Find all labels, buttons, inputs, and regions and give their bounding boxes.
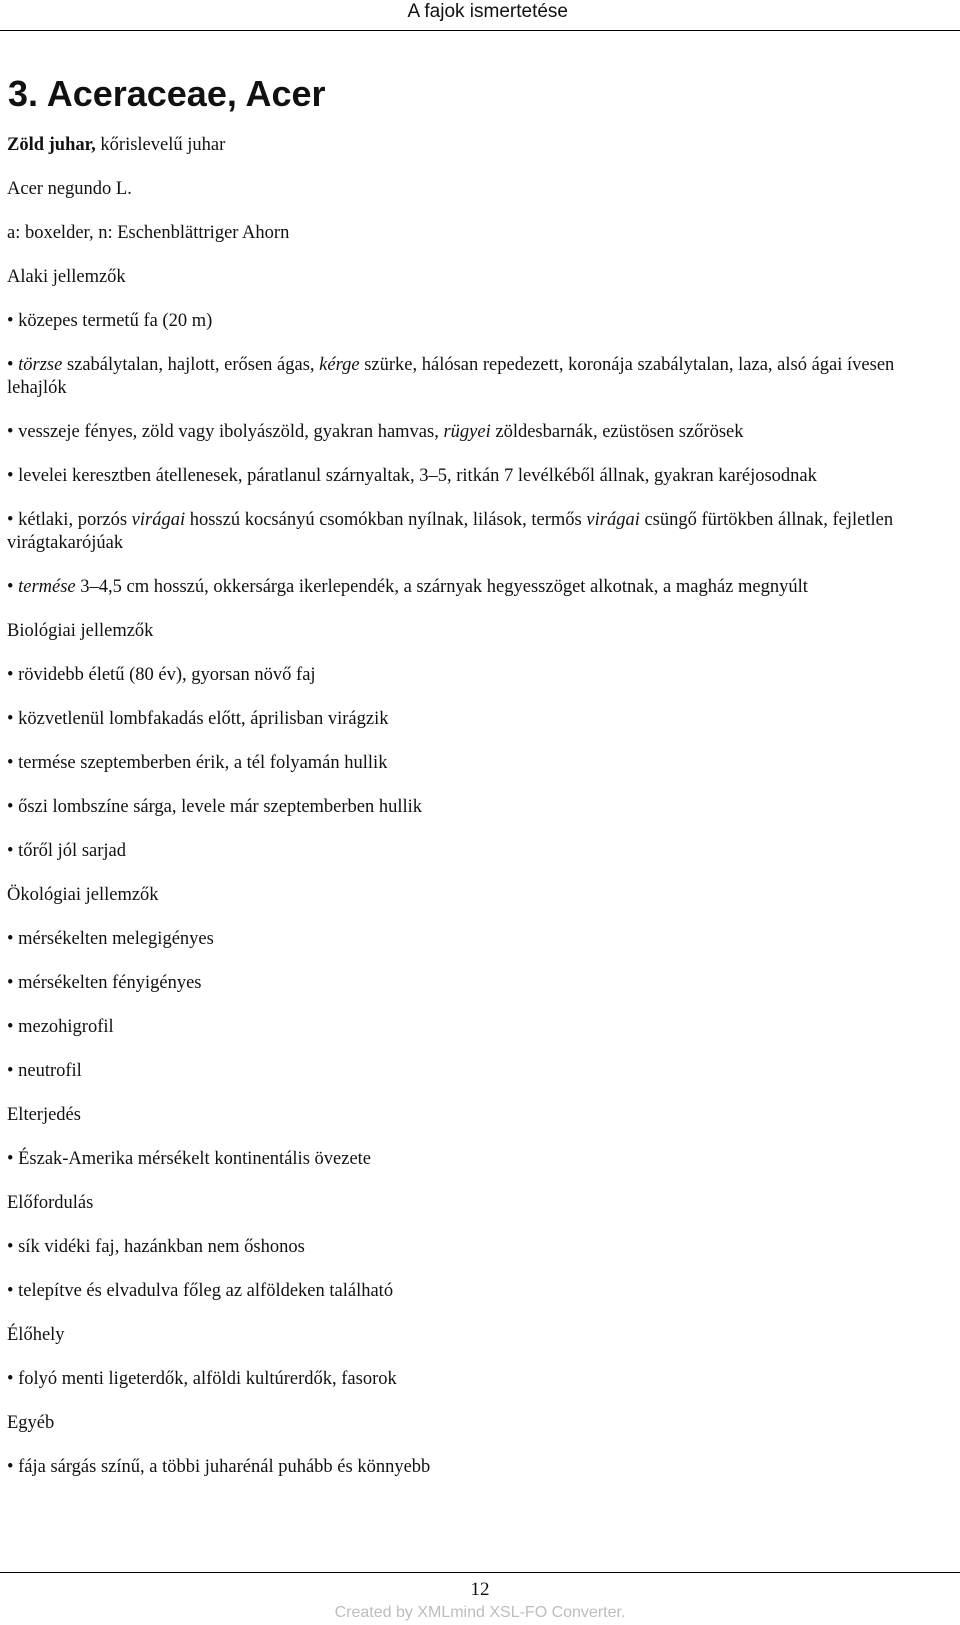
bullet-prefix: • — [7, 355, 19, 375]
list-item — [7, 509, 953, 555]
text-run: hosszú kocsányú csomókban nyílnak, lilások, termős — [185, 510, 587, 530]
section-title-alaki: Alaki jellemzők — [7, 267, 126, 287]
list-item — [7, 576, 953, 599]
page-header — [0, 0, 960, 31]
text-run: szürke, hálósan repedezett, koronája szabálytalan, laza, alsó ágai ívesen lehajlók — [7, 355, 895, 398]
species-latin-name: Acer negundo L. — [7, 179, 132, 199]
list-item: • mezohigrofil — [7, 1017, 114, 1037]
bullet-prefix: • — [7, 577, 19, 597]
list-item: • közepes termetű fa (20 m) — [7, 311, 213, 331]
list-item: • közvetlenül lombfakadás előtt, áprilisban virágzik — [7, 709, 389, 729]
list-item: • levelei keresztben átellenesek, páratlanul szárnyaltak, 3–5, ritkán 7 levélkéből állnak, gyakran karéjosodnak — [7, 466, 817, 486]
text-run: zöldesbarnák, ezüstösen szőrösek — [490, 422, 744, 442]
section-title-elterjedes: Elterjedés — [7, 1105, 81, 1125]
list-item: • mérsékelten fényigényes — [7, 973, 202, 993]
section-title-elofordulas: Előfordulás — [7, 1193, 94, 1213]
species-foreign-names: a: boxelder, n: Eschenblättriger Ahorn — [7, 223, 290, 243]
text-run: csüngő fürtökben állnak, fejletlen virágtakarójúak — [7, 510, 894, 553]
section-title-biologiai: Biológiai jellemzők — [7, 621, 154, 641]
list-item: • őszi lombszíne sárga, levele már szeptemberben hullik — [7, 797, 423, 817]
footer-divider — [0, 1572, 960, 1573]
list-item: • sík vidéki faj, hazánkban nem őshonos — [7, 1237, 305, 1257]
italic-term: rügyei — [443, 422, 491, 442]
italic-term: törzse — [18, 355, 63, 375]
list-item: • rövidebb életű (80 év), gyorsan növő faj — [7, 665, 316, 685]
text-run: 3–4,5 cm hosszú, okkersárga ikerlependék, a szárnyak hegyesszöget alkotnak, a magház megnyúlt — [75, 577, 808, 597]
italic-term: kérge — [319, 355, 360, 375]
page-number: 12 — [470, 1579, 490, 1600]
text-run: • vesszeje fényes, zöld vagy ibolyászöld, gyakran hamvas, — [7, 422, 444, 442]
list-item: • tőről jól sarjad — [7, 841, 126, 861]
header-title: A fajok ismertetése — [407, 1, 568, 22]
list-item — [7, 354, 953, 400]
italic-term: virágai — [131, 510, 186, 530]
list-item: • neutrofil — [7, 1061, 82, 1081]
section-heading: 3. Aceraceae, Acer — [8, 73, 326, 114]
list-item: • Észak-Amerika mérsékelt kontinentális övezete — [7, 1149, 372, 1169]
text-run: • kétlaki, porzós — [7, 510, 132, 530]
species-name-bold: Zöld juhar, — [7, 135, 96, 155]
list-item — [7, 421, 953, 444]
section-title-elohely: Élőhely — [7, 1325, 65, 1345]
creator-watermark: Created by XMLmind XSL-FO Converter. — [334, 1604, 626, 1621]
list-item: • mérsékelten melegigényes — [7, 929, 214, 949]
species-common-name — [7, 134, 953, 157]
section-title-okologiai: Ökológiai jellemzők — [7, 885, 159, 905]
italic-term: virágai — [586, 510, 640, 530]
italic-term: termése — [18, 577, 76, 597]
section-title-egyeb: Egyéb — [7, 1413, 55, 1433]
species-name-rest: kőrislevelű juhar — [95, 135, 226, 155]
list-item: • folyó menti ligeterdők, alföldi kultúrerdők, fasorok — [7, 1369, 397, 1389]
text-run: szabálytalan, hajlott, erősen ágas, — [62, 355, 320, 375]
list-item: • telepítve és elvadulva főleg az alföldeken található — [7, 1281, 394, 1301]
list-item: • termése szeptemberben érik, a tél folyamán hullik — [7, 753, 388, 773]
list-item: • fája sárgás színű, a többi juharénál puhább és könnyebb — [7, 1457, 431, 1477]
